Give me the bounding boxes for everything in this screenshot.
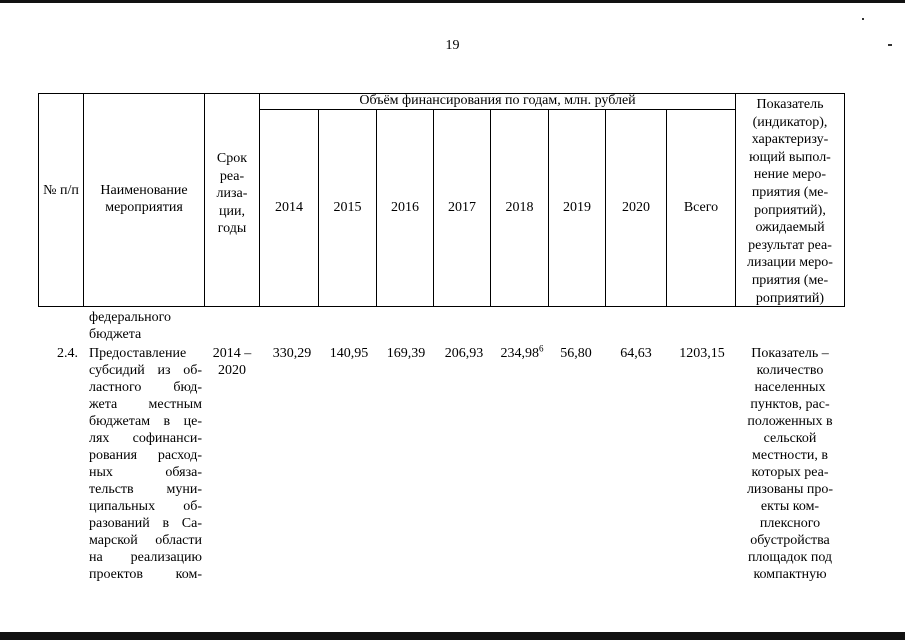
row-value-2016: 169,39 [386, 346, 426, 361]
header-year-2019: 2019 [563, 200, 591, 215]
row-name: Предоставление субсидий из об- ластного бюд- жета местным бюджетам в це- лях софинанси- рования расход- ных обяза- тельств муни- ципальных об- разований в Са- марской области на реализацию проектов ком- [89, 346, 202, 582]
header-total: Всего [683, 200, 719, 215]
header-year-2015: 2015 [333, 200, 362, 215]
row-total: 1203,15 [679, 346, 725, 361]
header-funding-group: Объём финансирования по годам, млн. рублей [359, 93, 636, 108]
page-number: 19 [445, 38, 460, 53]
row-value-2018: 234,98$^6$ [500, 343, 544, 361]
row-value-2017: 206,93 [444, 346, 484, 361]
header-year-2014: 2014 [275, 200, 303, 215]
header-year-2020: 2020 [622, 200, 650, 215]
header-indicator: Показатель (индикатор), характеризу- ющий выпол- нение меро- приятия (ме- роприятий), ожидаемый результат реа- лизации меро- приятия (ме- роприятий) [747, 97, 833, 306]
scan-speck [862, 18, 864, 20]
row-value-2020: 64,63 [620, 346, 652, 361]
footnote-marker: 6 [539, 343, 544, 354]
header-name: Наименование мероприятия [100, 183, 188, 215]
scan-bottom-border [0, 632, 905, 640]
row-value-2019: 56,80 [560, 346, 592, 361]
row-indicator: Показатель – количество населенных пунктов, рас- положенных в сельской местности, в которых реа- лизованы про- екты ком- плексного обустройства площадок под компактную [746, 346, 834, 582]
row-term: 2014 – 2020 [212, 346, 252, 378]
scan-top-border [0, 0, 905, 3]
header-term: Срок реа- лиза- ции, годы [216, 151, 248, 236]
row-value-2015: 140,95 [329, 346, 369, 361]
header-year-2016: 2016 [391, 200, 419, 215]
continuation-text: федерального бюджета [89, 310, 172, 342]
row-num: 2.4. [57, 346, 78, 361]
row-value-2014: 330,29 [272, 346, 312, 361]
header-num: № п/п [43, 183, 79, 198]
header-year-2018: 2018 [505, 200, 534, 215]
header-year-2017: 2017 [448, 200, 476, 215]
